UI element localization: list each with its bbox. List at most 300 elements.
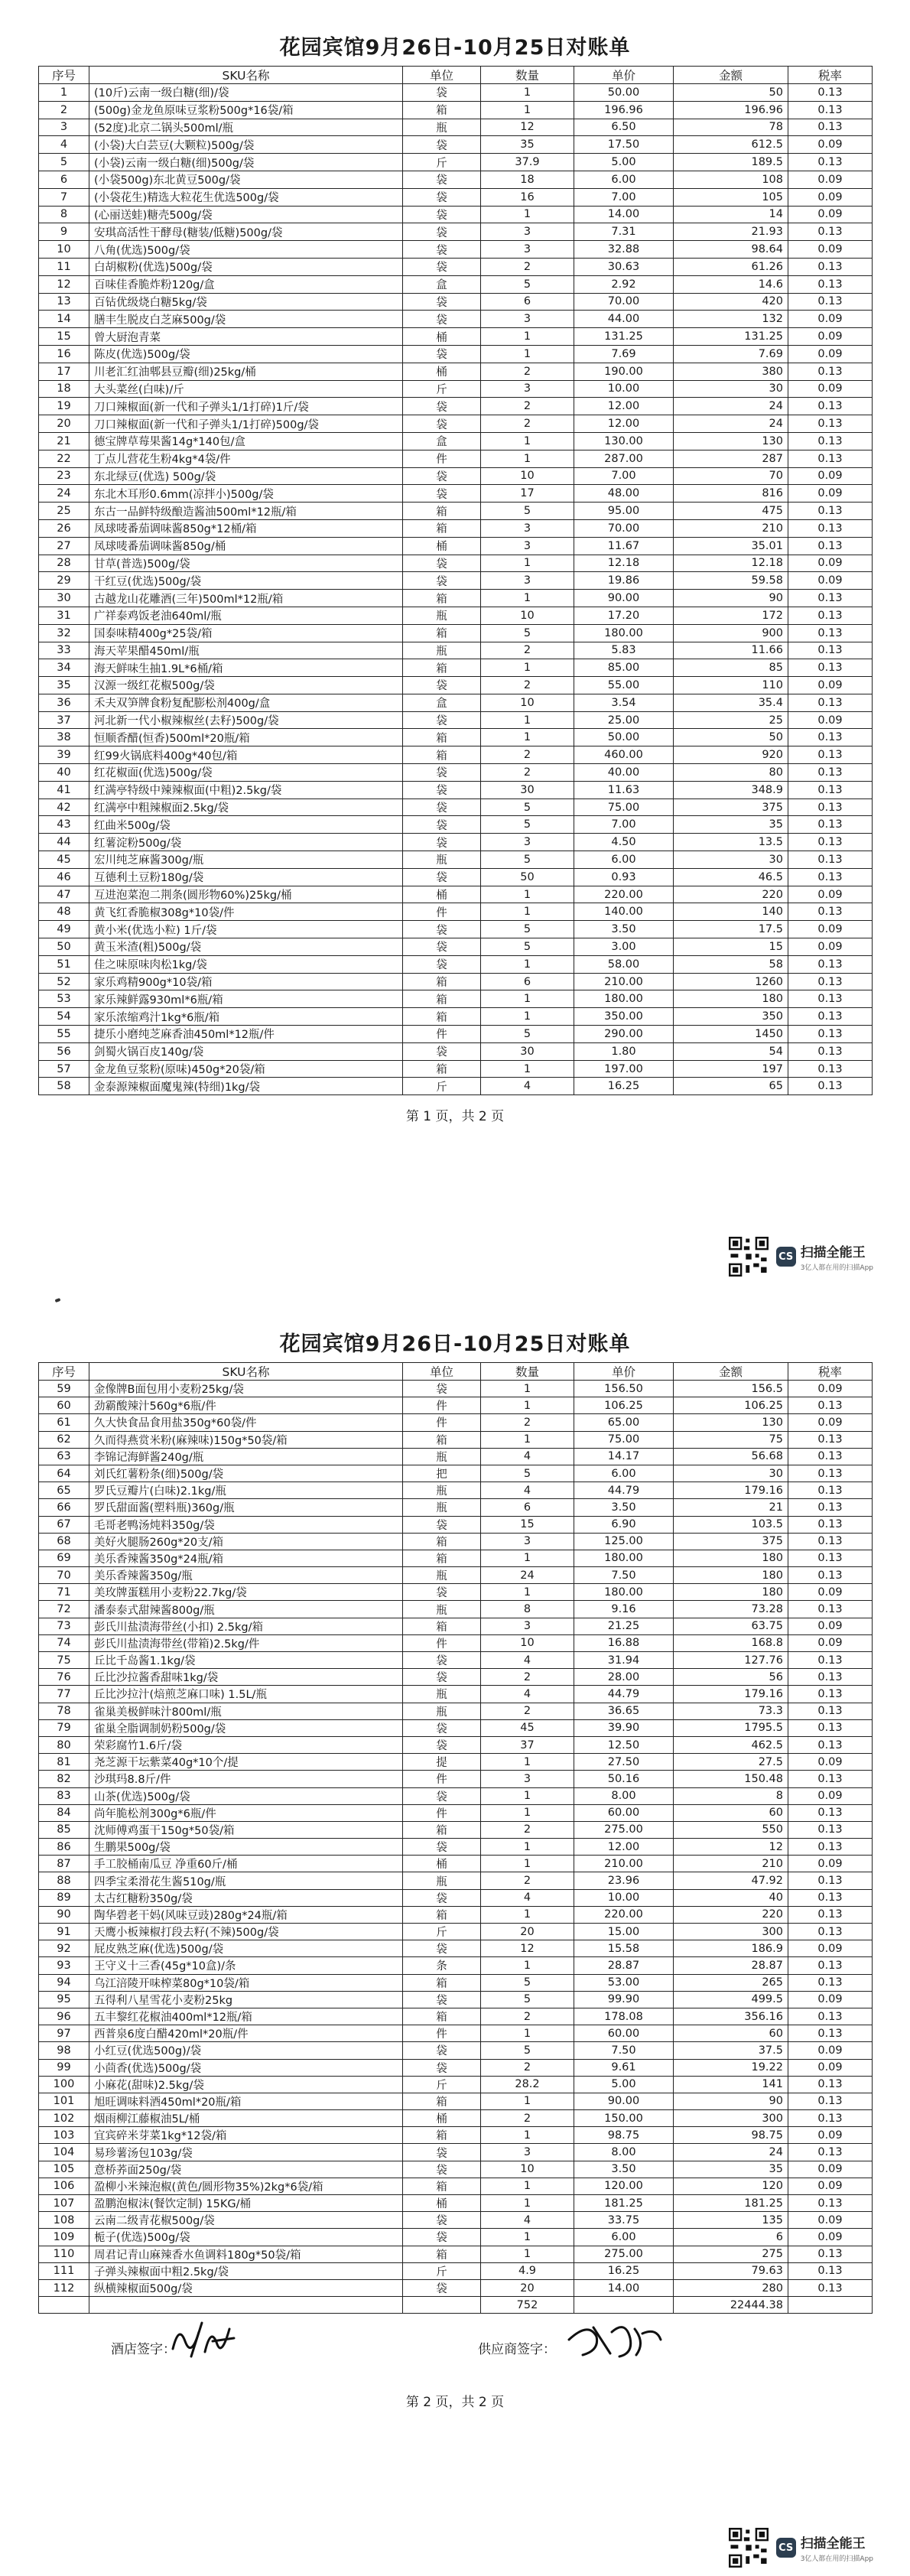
amount-cell: 14 — [674, 206, 788, 223]
unit-price-cell: 210.00 — [574, 1856, 674, 1872]
unit-price-cell: 75.00 — [574, 798, 674, 816]
unit-cell: 瓶 — [403, 1499, 481, 1516]
sku-name-cell: 山茶(优选)500g/袋 — [89, 1787, 403, 1804]
table-row — [39, 1431, 873, 1448]
row-number-cell: 89 — [39, 1889, 89, 1906]
quantity-cell: 3 — [481, 2144, 574, 2161]
unit-price-cell: 131.25 — [574, 328, 674, 346]
quantity-cell: 6 — [481, 1499, 574, 1516]
unit-price-cell: 28.00 — [574, 1669, 674, 1686]
quantity-cell: 50 — [481, 868, 574, 886]
unit-price-cell: 55.00 — [574, 677, 674, 694]
statement-page-1 — [38, 31, 872, 1126]
row-number-cell: 52 — [39, 973, 89, 990]
sku-name-cell — [89, 2297, 403, 2314]
row-number-cell: 70 — [39, 1567, 89, 1584]
tax-rate-cell: 0.09 — [788, 467, 873, 485]
table-row — [39, 746, 873, 764]
sku-name-cell: 红花椒面(优选)500g/袋 — [89, 764, 403, 782]
table-row — [39, 1008, 873, 1026]
quantity-cell: 1 — [481, 590, 574, 607]
unit-cell: 袋 — [403, 1889, 481, 1906]
row-number-cell: 81 — [39, 1754, 89, 1771]
unit-cell: 袋 — [403, 711, 481, 729]
unit-cell: 瓶 — [403, 119, 481, 136]
sku-name-cell: 广祥泰鸡饭老油640ml/瓶 — [89, 607, 403, 624]
quantity-cell: 3 — [481, 223, 574, 241]
unit-price-cell: 180.00 — [574, 1584, 674, 1601]
row-number-cell: 9 — [39, 223, 89, 241]
amount-cell: 1260 — [674, 973, 788, 990]
amount-cell: 197 — [674, 1060, 788, 1078]
amount-cell: 150.48 — [674, 1771, 788, 1787]
quantity-cell: 10 — [481, 2161, 574, 2178]
row-number-cell: 18 — [39, 380, 89, 398]
supplier-signature-label: 供应商签字： — [478, 2342, 556, 2358]
quantity-cell: 12 — [481, 119, 574, 136]
row-number-cell: 95 — [39, 1991, 89, 2008]
unit-cell: 斤 — [403, 1924, 481, 1940]
unit-cell: 箱 — [403, 101, 481, 119]
amount-cell: 105 — [674, 188, 788, 206]
sku-name-cell: 剑蜀火锅百皮140g/袋 — [89, 1042, 403, 1060]
table-row — [39, 955, 873, 973]
unit-price-cell: 14.00 — [574, 2279, 674, 2296]
unit-price-cell: 16.88 — [574, 1634, 674, 1651]
quantity-cell: 1 — [481, 711, 574, 729]
quantity-cell: 10 — [481, 467, 574, 485]
quantity-cell: 18 — [481, 171, 574, 188]
row-number-cell: 50 — [39, 938, 89, 956]
sku-name-cell: 丘比沙拉酱香甜味1kg/袋 — [89, 1669, 403, 1686]
quantity-cell: 2 — [481, 1872, 574, 1889]
tax-rate-cell: 0.09 — [788, 2212, 873, 2229]
row-number-cell: 41 — [39, 781, 89, 798]
sku-name-cell: 海天苹果醋450ml/瓶 — [89, 642, 403, 659]
unit-price-cell: 156.50 — [574, 1381, 674, 1397]
row-number-cell: 66 — [39, 1499, 89, 1516]
sku-name-cell: 凤球唛番茄调味酱850g*12桶/箱 — [89, 519, 403, 537]
row-number-cell: 20 — [39, 415, 89, 433]
unit-cell: 袋 — [403, 868, 481, 886]
row-number-cell: 78 — [39, 1703, 89, 1719]
amount-cell: 61.26 — [674, 258, 788, 275]
quantity-cell: 35 — [481, 136, 574, 154]
unit-price-cell — [574, 2297, 674, 2314]
amount-cell: 300 — [674, 2110, 788, 2127]
table-row — [39, 432, 873, 450]
quantity-cell: 1 — [481, 450, 574, 467]
tax-rate-cell: 0.13 — [788, 624, 873, 642]
unit-price-cell: 17.20 — [574, 607, 674, 624]
unit-cell: 瓶 — [403, 851, 481, 869]
unit-price-cell: 287.00 — [574, 450, 674, 467]
sku-name-cell: 安琪高活性干酵母(糖装/低糖)500g/袋 — [89, 223, 403, 241]
row-number-cell: 45 — [39, 851, 89, 869]
quantity-cell: 5 — [481, 275, 574, 293]
amount-cell: 141 — [674, 2076, 788, 2093]
amount-cell: 210 — [674, 1856, 788, 1872]
table-row — [39, 2110, 873, 2127]
quantity-cell: 1 — [481, 1754, 574, 1771]
amount-cell: 90 — [674, 2093, 788, 2109]
amount-cell: 37.5 — [674, 2042, 788, 2059]
unit-cell: 袋 — [403, 1669, 481, 1686]
quantity-cell: 45 — [481, 1719, 574, 1736]
tax-rate-cell: 0.13 — [788, 2008, 873, 2025]
sku-name-cell: 彭氏川盐渍海带丝(带箱)2.5kg/件 — [89, 1634, 403, 1651]
tax-rate-cell: 0.13 — [788, 1957, 873, 1974]
tax-rate-cell: 0.13 — [788, 275, 873, 293]
unit-price-cell: 15.00 — [574, 1924, 674, 1940]
unit-cell: 袋 — [403, 84, 481, 102]
quantity-cell: 17 — [481, 485, 574, 503]
table-row — [39, 1991, 873, 2008]
row-number-cell: 44 — [39, 834, 89, 851]
sku-name-cell: 互德利土豆粉180g/袋 — [89, 868, 403, 886]
tax-rate-cell: 0.09 — [788, 1856, 873, 1872]
sku-name-cell: 德宝牌草莓果酱14g*140包/盒 — [89, 432, 403, 450]
tax-rate-cell: 0.13 — [788, 903, 873, 921]
unit-price-cell: 220.00 — [574, 1906, 674, 1923]
unit-cell: 提 — [403, 1754, 481, 1771]
unit-cell: 桶 — [403, 2110, 481, 2127]
unit-cell: 袋 — [403, 781, 481, 798]
quantity-cell: 5 — [481, 1974, 574, 1991]
table-row — [39, 1924, 873, 1940]
unit-cell: 袋 — [403, 572, 481, 590]
quantity-cell: 1 — [481, 2025, 574, 2042]
amount-cell: 60 — [674, 2025, 788, 2042]
quantity-cell: 1 — [481, 2195, 574, 2212]
row-number-cell: 40 — [39, 764, 89, 782]
tax-rate-cell: 0.13 — [788, 764, 873, 782]
row-number-cell: 36 — [39, 694, 89, 711]
unit-price-cell: 6.00 — [574, 2229, 674, 2246]
amount-cell: 79.63 — [674, 2262, 788, 2279]
unit-price-cell: 36.65 — [574, 1703, 674, 1719]
tax-rate-cell: 0.13 — [788, 1060, 873, 1078]
table-row — [39, 659, 873, 677]
sku-name-cell: 家乐辣鲜露930ml*6瓶/箱 — [89, 990, 403, 1008]
tax-rate-cell: 0.13 — [788, 868, 873, 886]
table-row — [39, 1601, 873, 1618]
table-row — [39, 188, 873, 206]
sku-name-cell: (500g)金龙鱼原味豆浆粉500g*16袋/箱 — [89, 101, 403, 119]
statement-table — [38, 66, 873, 1095]
sku-name-cell: 美乐香辣酱350g/瓶 — [89, 1567, 403, 1584]
tax-rate-cell: 0.09 — [788, 938, 873, 956]
quantity-cell: 3 — [481, 519, 574, 537]
unit-price-cell: 10.00 — [574, 380, 674, 398]
unit-price-cell: 6.00 — [574, 851, 674, 869]
quantity-cell: 2 — [481, 2008, 574, 2025]
row-number-cell: 26 — [39, 519, 89, 537]
tax-rate-cell: 0.13 — [788, 1550, 873, 1566]
scanner-app-name: 扫描全能王 — [800, 2536, 866, 2552]
unit-price-cell: 12.00 — [574, 1839, 674, 1856]
quantity-cell: 3 — [481, 1771, 574, 1787]
row-number-cell: 34 — [39, 659, 89, 677]
table-row — [39, 990, 873, 1008]
quantity-cell: 2 — [481, 677, 574, 694]
sku-name-cell: 五丰黎红花椒油400ml*12瓶/箱 — [89, 2008, 403, 2025]
unit-cell: 桶 — [403, 886, 481, 903]
row-number-cell: 54 — [39, 1008, 89, 1026]
table-row — [39, 938, 873, 956]
tax-rate-cell: 0.09 — [788, 886, 873, 903]
tax-rate-cell: 0.13 — [788, 607, 873, 624]
unit-cell: 箱 — [403, 1008, 481, 1026]
supplier-signature-scribble — [566, 2317, 665, 2366]
unit-cell: 桶 — [403, 537, 481, 555]
tax-rate-cell: 0.09 — [788, 1381, 873, 1397]
amount-cell: 1450 — [674, 1026, 788, 1043]
amount-cell: 186.9 — [674, 1940, 788, 1957]
table-row — [39, 223, 873, 241]
tax-rate-cell: 0.09 — [788, 1787, 873, 1804]
unit-cell: 袋 — [403, 1516, 481, 1533]
table-row — [39, 2144, 873, 2161]
row-number-cell: 22 — [39, 450, 89, 467]
sku-name-cell: 乌江涪陵开味榨菜80g*10袋/箱 — [89, 1974, 403, 1991]
amount-cell: 375 — [674, 1533, 788, 1550]
table-row — [39, 1499, 873, 1516]
amount-cell: 1795.5 — [674, 1719, 788, 1736]
quantity-cell: 3 — [481, 1618, 574, 1634]
tax-rate-cell: 0.13 — [788, 1431, 873, 1448]
sku-name-cell: 家乐浓缩鸡汁1kg*6瓶/箱 — [89, 1008, 403, 1026]
quantity-cell: 6 — [481, 293, 574, 311]
unit-price-cell: 460.00 — [574, 746, 674, 764]
table-row — [39, 2212, 873, 2229]
unit-cell: 桶 — [403, 328, 481, 346]
tax-rate-cell: 0.13 — [788, 1736, 873, 1753]
unit-cell: 瓶 — [403, 1703, 481, 1719]
unit-cell: 件 — [403, 1397, 481, 1414]
sku-name-cell: 大头菜丝(白味)/斤 — [89, 380, 403, 398]
quantity-cell: 5 — [481, 938, 574, 956]
row-number-cell: 6 — [39, 171, 89, 188]
col-header-price: 单价 — [574, 1363, 674, 1381]
tax-rate-cell: 0.13 — [788, 1026, 873, 1043]
tax-rate-cell: 0.13 — [788, 154, 873, 171]
unit-price-cell: 290.00 — [574, 1026, 674, 1043]
sku-name-cell: 刀口辣椒面(新一代和子弹头1/1打碎)500g/袋 — [89, 415, 403, 433]
row-number-cell: 39 — [39, 746, 89, 764]
sku-name-cell: 久而得燕赏米粉(麻辣味)150g*50袋/箱 — [89, 1431, 403, 1448]
row-number-cell: 57 — [39, 1060, 89, 1078]
amount-cell: 612.5 — [674, 136, 788, 154]
row-number-cell: 99 — [39, 2059, 89, 2076]
unit-cell: 袋 — [403, 415, 481, 433]
quantity-cell: 24 — [481, 1567, 574, 1584]
amount-cell: 15 — [674, 938, 788, 956]
unit-cell: 箱 — [403, 2093, 481, 2109]
unit-price-cell: 3.50 — [574, 1499, 674, 1516]
quantity-cell: 1 — [481, 1839, 574, 1856]
col-header-qty: 数量 — [481, 67, 574, 84]
unit-price-cell: 7.00 — [574, 467, 674, 485]
tax-rate-cell: 0.09 — [788, 2161, 873, 2178]
amount-cell: 179.16 — [674, 1686, 788, 1703]
unit-cell: 斤 — [403, 2076, 481, 2093]
tax-rate-cell: 0.13 — [788, 1008, 873, 1026]
quantity-cell: 1 — [481, 1787, 574, 1804]
qr-code-icon — [729, 2528, 769, 2568]
sku-name-cell: (小袋)云南一级白糖(细)500g/袋 — [89, 154, 403, 171]
tax-rate-cell: 0.13 — [788, 1652, 873, 1669]
table-row — [39, 503, 873, 520]
amount-cell: 350 — [674, 1008, 788, 1026]
row-number-cell: 67 — [39, 1516, 89, 1533]
row-number-cell: 109 — [39, 2229, 89, 2246]
row-number-cell: 104 — [39, 2144, 89, 2161]
table-row — [39, 2279, 873, 2296]
quantity-cell: 10 — [481, 1634, 574, 1651]
row-number-cell: 49 — [39, 921, 89, 938]
row-number-cell: 65 — [39, 1482, 89, 1499]
quantity-cell: 2 — [481, 1669, 574, 1686]
amount-cell: 135 — [674, 2212, 788, 2229]
hotel-signature-label: 酒店签字： — [111, 2342, 176, 2358]
page-footer: 第 1 页，共 2 页 — [405, 1109, 505, 1125]
table-row — [39, 798, 873, 816]
unit-cell: 斤 — [403, 154, 481, 171]
row-number-cell: 62 — [39, 1431, 89, 1448]
tax-rate-cell: 0.13 — [788, 2025, 873, 2042]
sku-name-cell: 丁点儿营花生粉4kg*4袋/件 — [89, 450, 403, 467]
amount-cell: 21 — [674, 1499, 788, 1516]
unit-price-cell: 7.00 — [574, 816, 674, 834]
amount-cell: 132 — [674, 311, 788, 328]
amount-cell: 56.68 — [674, 1448, 788, 1465]
quantity-cell: 1 — [481, 955, 574, 973]
unit-cell: 件 — [403, 1804, 481, 1821]
unit-price-cell: 10.00 — [574, 1889, 674, 1906]
unit-cell: 袋 — [403, 171, 481, 188]
tax-rate-cell: 0.13 — [788, 1872, 873, 1889]
row-number-cell: 112 — [39, 2279, 89, 2296]
quantity-cell: 3 — [481, 834, 574, 851]
quantity-cell: 20 — [481, 2279, 574, 2296]
sku-name-cell: 潘泰泰式甜辣酱800g/瓶 — [89, 1601, 403, 1618]
unit-price-cell: 40.00 — [574, 764, 674, 782]
quantity-cell: 1 — [481, 1381, 574, 1397]
sku-name-cell: 干红豆(优选)500g/袋 — [89, 572, 403, 590]
sku-name-cell: 云南二级青花椒500g/袋 — [89, 2212, 403, 2229]
tax-rate-cell: 0.13 — [788, 2110, 873, 2127]
amount-cell: 75 — [674, 1431, 788, 1448]
amount-cell: 47.92 — [674, 1872, 788, 1889]
table-row — [39, 2076, 873, 2093]
row-number-cell: 28 — [39, 555, 89, 572]
quantity-cell: 16 — [481, 188, 574, 206]
sku-name-cell: 禾夫双笋牌食粉复配膨松剂400g/盒 — [89, 694, 403, 711]
tax-rate-cell: 0.13 — [788, 834, 873, 851]
amount-cell: 50 — [674, 84, 788, 102]
unit-price-cell: 44.00 — [574, 311, 674, 328]
row-number-cell: 90 — [39, 1906, 89, 1923]
unit-price-cell: 6.50 — [574, 119, 674, 136]
sku-name-cell: 金泰源辣椒面魔鬼辣(特细)1kg/袋 — [89, 1078, 403, 1095]
unit-price-cell: 19.86 — [574, 572, 674, 590]
unit-cell: 袋 — [403, 1381, 481, 1397]
amount-cell: 12.18 — [674, 555, 788, 572]
unit-price-cell: 90.00 — [574, 590, 674, 607]
sku-name-cell: 盈鹏泡椒沫(餐饮定制) 15KG/桶 — [89, 2195, 403, 2212]
unit-price-cell: 196.96 — [574, 101, 674, 119]
sku-name-cell: 雀巢全脂调制奶粉500g/袋 — [89, 1719, 403, 1736]
tax-rate-cell: 0.09 — [788, 241, 873, 259]
sku-name-cell: (小袋花生)精选大粒花生优选500g/袋 — [89, 188, 403, 206]
tax-rate-cell: 0.09 — [788, 136, 873, 154]
unit-cell: 箱 — [403, 2008, 481, 2025]
amount-cell: 179.16 — [674, 1482, 788, 1499]
sku-name-cell: 四季宝柔滑花生酱510g/瓶 — [89, 1872, 403, 1889]
unit-price-cell: 44.79 — [574, 1686, 674, 1703]
unit-price-cell: 60.00 — [574, 2025, 674, 2042]
unit-price-cell: 9.61 — [574, 2059, 674, 2076]
tax-rate-cell: 0.13 — [788, 84, 873, 102]
row-number-cell: 15 — [39, 328, 89, 346]
amount-cell: 375 — [674, 798, 788, 816]
amount-cell: 300 — [674, 1924, 788, 1940]
sku-name-cell: 凤球唛番茄调味酱850g/桶 — [89, 537, 403, 555]
table-row — [39, 1482, 873, 1499]
amount-cell: 140 — [674, 903, 788, 921]
amount-cell: 28.87 — [674, 1957, 788, 1974]
amount-cell: 189.5 — [674, 154, 788, 171]
unit-cell: 箱 — [403, 624, 481, 642]
quantity-cell: 37.9 — [481, 154, 574, 171]
col-header-no: 序号 — [39, 67, 89, 84]
unit-price-cell: 5.00 — [574, 154, 674, 171]
sku-name-cell: 黄飞红香脆椒308g*10袋/件 — [89, 903, 403, 921]
unit-price-cell: 39.90 — [574, 1719, 674, 1736]
quantity-cell: 3 — [481, 241, 574, 259]
amount-cell: 120 — [674, 2178, 788, 2194]
scanner-logo-icon: CS — [776, 2538, 796, 2558]
table-row — [39, 729, 873, 746]
tax-rate-cell: 0.09 — [788, 1634, 873, 1651]
sku-name-cell: 沙琪玛8.8斤/件 — [89, 1771, 403, 1787]
row-number-cell: 13 — [39, 293, 89, 311]
unit-cell: 把 — [403, 1465, 481, 1482]
unit-cell: 袋 — [403, 1736, 481, 1753]
unit-price-cell: 3.50 — [574, 2161, 674, 2178]
unit-cell: 袋 — [403, 2229, 481, 2246]
table-row — [39, 363, 873, 380]
sku-name-cell: 彭氏川盐渍海带丝(小扣) 2.5kg/箱 — [89, 1618, 403, 1634]
unit-cell: 瓶 — [403, 1567, 481, 1584]
unit-cell: 件 — [403, 2025, 481, 2042]
quantity-cell: 4 — [481, 1652, 574, 1669]
sku-name-cell: 黄小米(优选小粒) 1斤/袋 — [89, 921, 403, 938]
quantity-cell: 5 — [481, 816, 574, 834]
quantity-cell: 1 — [481, 1906, 574, 1923]
unit-price-cell: 150.00 — [574, 2110, 674, 2127]
table-row — [39, 311, 873, 328]
amount-cell: 35 — [674, 2161, 788, 2178]
unit-price-cell: 210.00 — [574, 973, 674, 990]
quantity-cell: 20 — [481, 1924, 574, 1940]
row-number-cell: 12 — [39, 275, 89, 293]
col-header-no: 序号 — [39, 1363, 89, 1381]
table-row — [39, 781, 873, 798]
amount-cell: 22444.38 — [674, 2297, 788, 2314]
unit-cell: 袋 — [403, 293, 481, 311]
